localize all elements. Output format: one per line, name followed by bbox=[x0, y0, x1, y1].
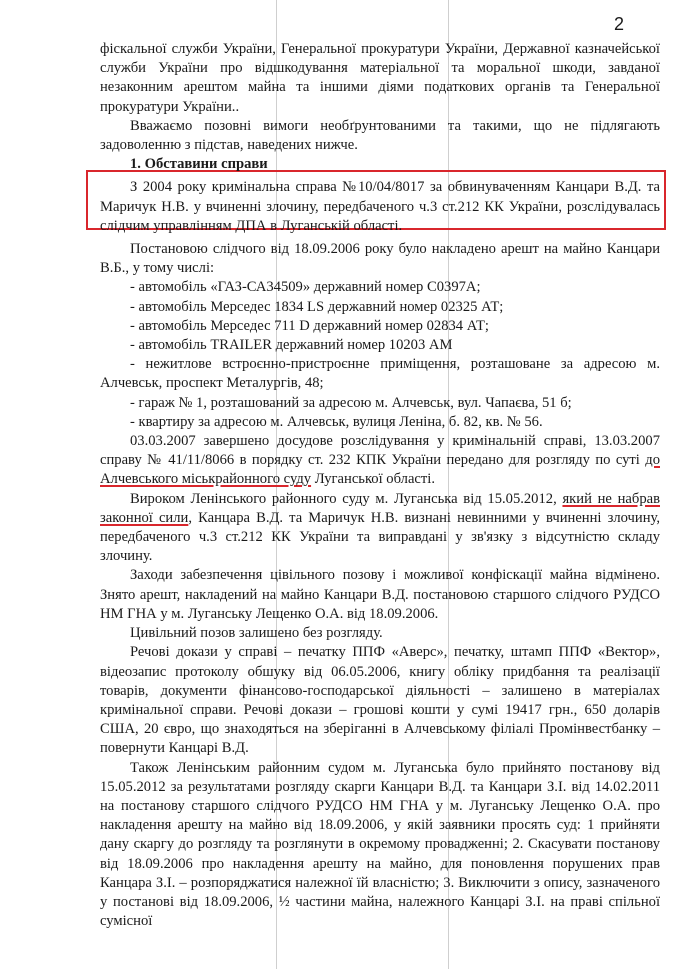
property-item: - гараж № 1, розташований за адресою м. Алчевськ, вул. Чапаєва, 51 б; bbox=[130, 394, 572, 411]
section-heading: 1. Обставини справи bbox=[130, 156, 268, 173]
verdict-text: Вироком Ленінського районного суду м. Луганська від 15.05.2012, bbox=[130, 490, 563, 507]
property-item: - автомобіль Мерседес 1834 LS державний номер 02325 АТ; bbox=[130, 298, 504, 315]
measures-paragraph: Заходи забезпечення цівільного позову і можливої конфіскації майна відмінено. Знято арешт, накладений на майно Канцари В.Д. постановою старшого слідчого РУДСО НМ ГНА у м. Луганську Лещенко О.А. від 18.09.2006. bbox=[100, 567, 660, 622]
property-item: - автомобіль «ГАЗ-СА34509» державний номер С0397А; bbox=[130, 279, 481, 296]
page-number: 2 bbox=[614, 14, 625, 34]
investigation-paragraph bbox=[100, 432, 660, 490]
property-item: - нежитлове встроєнно-пристроєнне приміщення, розташоване за адресою м. Алчевськ, проспект Металургів, 48; bbox=[100, 356, 660, 392]
claim-paragraph: Вважаємо позовні вимоги необґрунтованими та такими, що не підлягають задоволенню з підстав, наведених нижче. bbox=[100, 117, 660, 154]
document-body bbox=[100, 40, 660, 931]
investigation-text-end: Луганської області. bbox=[311, 471, 435, 488]
complaint-paragraph: Також Ленінським районним судом м. Луганська було прийнято постанову від 15.05.2012 за результатами розгляду скарги Канцари В.Д. та Канцари З.І. від 14.02.2011 на постанову старшого слідчого РУДСО НМ ГНА у м. Луганську Лещенко О.А. про накладення арешту на майно від 18.09.2006, у якій заявники просять суд: 1 прийняти дану скаргу до розгляду та розглянути в окремому провадженні; 2. Скасувати постанову від 18.09.2006 про накладення арешту на майно, для поновлення порушених прав Канцара З.І. – розпоряджатися належної їй власністю; 3. Виключити з опису, зазначеного у постанові від 18.09.2006, ½ частини майна, належного Канцарі З.І. на праві спільної сумісної bbox=[100, 759, 660, 930]
evidence-paragraph: Речові докази у справі – печатку ППФ «Аверс», печатку, штамп ППФ «Вектор», відеозапис протоколу обшуку від 06.05.2006, книгу обліку придбання та реалізації товарів, документи фінансово-господарської діяльності – залишено в матеріалах кримінальної справи. Речові докази – грошові кошти у сумі 19417 грн., 650 доларів США, 20 євро, що знаходяться на зберіганні в Алчевському філіалі Промінвестбанку – повернути Канцарі В.Д. bbox=[100, 644, 660, 757]
verdict-paragraph bbox=[100, 490, 660, 567]
arrest-paragraph: Постановою слідчого від 18.09.2006 року було накладено арешт на майно Канцари В.Б., у тому числі: bbox=[100, 241, 660, 277]
property-item: - автомобіль TRAILER державний номер 10203 АМ bbox=[130, 337, 453, 354]
verdict-text-end: , Канцара В.Д. та Маричук Н.В. визнані невинними у вчиненні злочину, передбаченого ч.3 ст.212 КК України та виправдані у зв'язку з відсутністю складу злочину. bbox=[100, 509, 660, 565]
civil-claim-paragraph: Цивільний позов залишено без розгляду. bbox=[130, 625, 383, 642]
highlighted-paragraph: З 2004 року кримінальна справа №10/04/8017 за обвинуваченням Канцари В.Д. та Маричук Н.В. у вчиненні злочину, передбаченого ч.3 ст.212 КК України, розслідувалась слідчим управлінням ДПА в Луганській області. bbox=[100, 179, 660, 234]
property-item: - автомобіль Мерседес 711 D державний номер 02834 АТ; bbox=[130, 317, 489, 334]
intro-paragraph: фіскальної служби України, Генеральної прокуратури України, Державної казначейської служби України про відшкодування матеріальної та моральної шкоди, завданої незаконним арештом майна та іншими діями податкових органів та Генеральної прокуратури України.. bbox=[100, 41, 660, 115]
underlined-verdict-status: який не набрав законної сили bbox=[100, 490, 660, 526]
investigation-text: 03.03.2007 завершено досудове розслідування у кримінальній справі, 13.03.2007 справу № 41/11/8066 в порядку ст. 232 КПК України передано для розгляду по суті bbox=[100, 433, 660, 469]
underlined-court-name: до Алчевського міськрайонного суду bbox=[100, 452, 660, 488]
property-item: - квартиру за адресою м. Алчевськ, вулиця Леніна, б. 82, кв. № 56. bbox=[130, 413, 543, 430]
